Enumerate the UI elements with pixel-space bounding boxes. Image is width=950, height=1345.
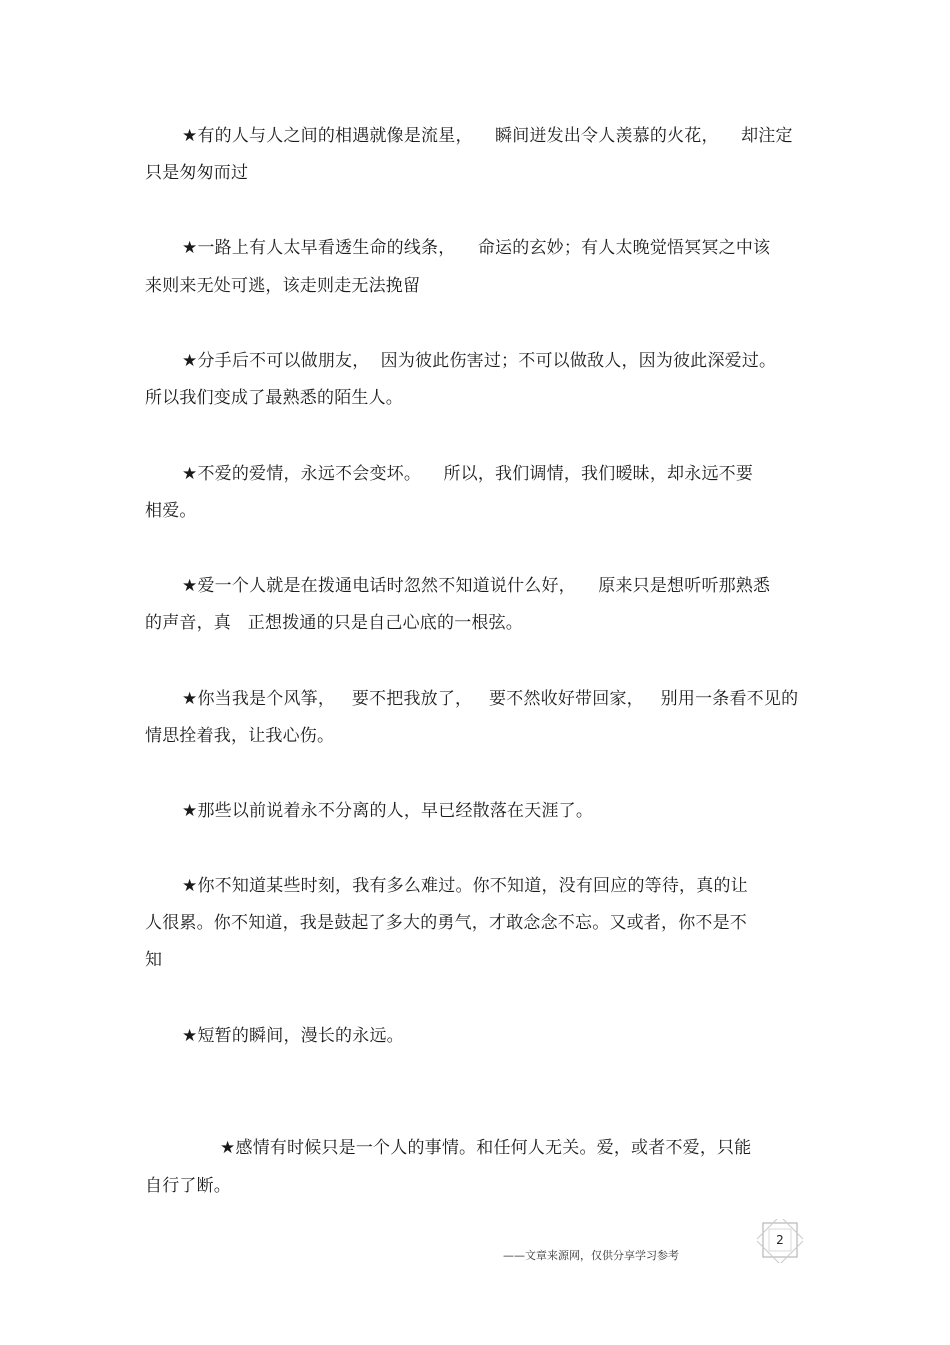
page-number-badge <box>757 1219 803 1263</box>
paragraph-10-line-1: ★感情有时候只是一个人的事情。和任何人无关。爱，或者不爱，只能 <box>220 1138 752 1158</box>
paragraph-6-line-1: ★你当我是个风筝， 要不把我放了， 要不然收好带回家， 别用一条看不见的 <box>182 689 799 709</box>
paragraph-5-line-1: ★爱一个人就是在拨通电话时忽然不知道说什么好， 原来只是想听听那熟悉 <box>182 576 771 596</box>
paragraph-4-line-1: ★不爱的爱情，永远不会变坏。 所以，我们调情，我们暧昧，却永远不要 <box>182 464 754 484</box>
source-note: ——文章来源网，仅供分享学习参考 <box>503 1249 679 1262</box>
paragraph-8-line-3: 知 <box>145 950 163 970</box>
paragraph-8-line-1: ★你不知道某些时刻，我有多么难过。你不知道，没有回应的等待，真的让 <box>182 876 748 896</box>
page-number: 2 <box>776 1233 784 1247</box>
paragraph-10-line-2: 自行了断。 <box>145 1176 231 1196</box>
paragraph-4-line-2: 相爱。 <box>145 501 197 521</box>
paragraph-1-line-2: 只是匆匆而过 <box>145 163 249 183</box>
paragraph-9-line-1: ★短暂的瞬间，漫长的永远。 <box>182 1026 404 1046</box>
paragraph-7-line-1: ★那些以前说着永不分离的人，早已经散落在天涯了。 <box>182 801 594 821</box>
paragraph-5-line-2: 的声音，真 正想拨通的只是自己心底的一根弦。 <box>145 613 524 633</box>
paragraph-2-line-1: ★一路上有人太早看透生命的线条， 命运的玄妙；有人太晚觉悟冥冥之中该 <box>182 238 771 258</box>
paragraph-3-line-2: 所以我们变成了最熟悉的陌生人。 <box>145 388 403 408</box>
paragraph-2-line-2: 来则来无处可逃，该走则走无法挽留 <box>145 276 421 296</box>
paragraph-8-line-2: 人很累。你不知道，我是鼓起了多大的勇气，才敢念念不忘。又或者，你不是不 <box>145 913 747 933</box>
paragraph-1-line-1: ★有的人与人之间的相遇就像是流星， 瞬间迸发出令人羡慕的火花， 却注定 <box>182 126 793 146</box>
paragraph-3-line-1: ★分手后不可以做朋友， 因为彼此伤害过；不可以做敌人，因为彼此深爱过。 <box>182 351 777 371</box>
paragraph-6-line-2: 情思拴着我，让我心伤。 <box>145 726 335 746</box>
